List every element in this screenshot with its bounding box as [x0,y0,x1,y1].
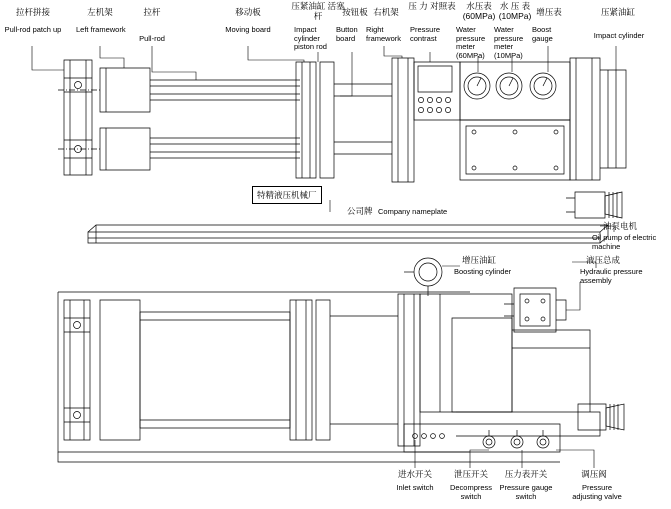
label-left-framework-cn: 左机架 [87,7,113,17]
label-moving-board-en: Moving board [225,25,271,34]
label-oil-pump-motor-cn: 油泵电机 [603,221,638,231]
nameplate-label-en: Company nameplate [378,207,448,216]
label-water-pressure-meter-60-en: Water pressure meter (60MPa) [456,25,486,60]
label-water-pressure-meter-10-cn: 水 压 表 (10MPa) [498,1,532,21]
label-button-board-en: Button board [336,25,358,43]
label-water-pressure-meter-10-en: Water pressure meter (10MPa) [494,25,524,60]
label-impact-cylinder-cn: 压紧油缸 [600,7,635,17]
label-right-framework-en: Right framework [366,25,402,43]
label-boosting-cylinder-en: Boosting cylinder [454,267,512,276]
label-right-framework-cn: 右机架 [373,7,399,17]
label-decompress-switch-cn: 泄压开关 [453,469,488,479]
label-boosting-cylinder-cn: 增压油缸 [462,255,497,265]
label-hydraulic-assembly-en: Hydraulic pressure assembly [580,267,643,285]
label-decompress-switch-en: Decompress switch [449,483,493,501]
label-boost-gauge-en: Boost gauge [532,25,553,43]
label-pull-rod-en: Pull-rod [139,34,165,43]
label-oil-pump-motor-en: Oil pump of electric machine [592,233,657,251]
label-button-board-cn: 按钮板 [342,7,368,17]
label-pressure-contrast-en: Pressure contrast [410,25,441,43]
label-impact-cylinder-piston-rod-cn: 压紧油缸 活塞杆 [291,1,345,21]
label-moving-board-cn: 移动板 [235,7,261,17]
label-impact-cylinder-en: Impact cylinder [593,31,645,40]
company-nameplate: 特精液压机械厂 [252,186,322,204]
nameplate-label-cn: 公司牌 [347,206,373,216]
label-pressure-gauge-switch-cn: 压力表开关 [504,469,548,479]
label-pressure-contrast-cn: 压 力 对照表 [408,1,456,11]
label-pull-rod-cn: 拉杆 [143,7,161,17]
label-inlet-switch-en: Inlet switch [396,483,434,492]
label-boost-gauge-cn: 增压表 [536,7,562,17]
label-hydraulic-assembly-cn: 液压总成 [586,255,621,265]
label-impact-cylinder-piston-rod-en: Impact cylinder piston rod [294,25,327,51]
label-pressure-gauge-switch-en: Pressure gauge switch [499,483,553,501]
label-pull-rod-patch-up-en: Pull-rod patch up [4,25,62,34]
label-water-pressure-meter-60-cn: 水压表 (60MPa) [462,1,496,21]
label-pressure-adjusting-valve-cn: 调压阀 [581,469,607,479]
label-pull-rod-patch-up-cn: 拉杆拼接 [15,7,50,17]
label-pressure-adjusting-valve-en: Pressure adjusting valve [572,483,622,501]
label-inlet-switch-cn: 进水开关 [397,469,432,479]
label-left-framework-en: Left framework [76,25,126,34]
